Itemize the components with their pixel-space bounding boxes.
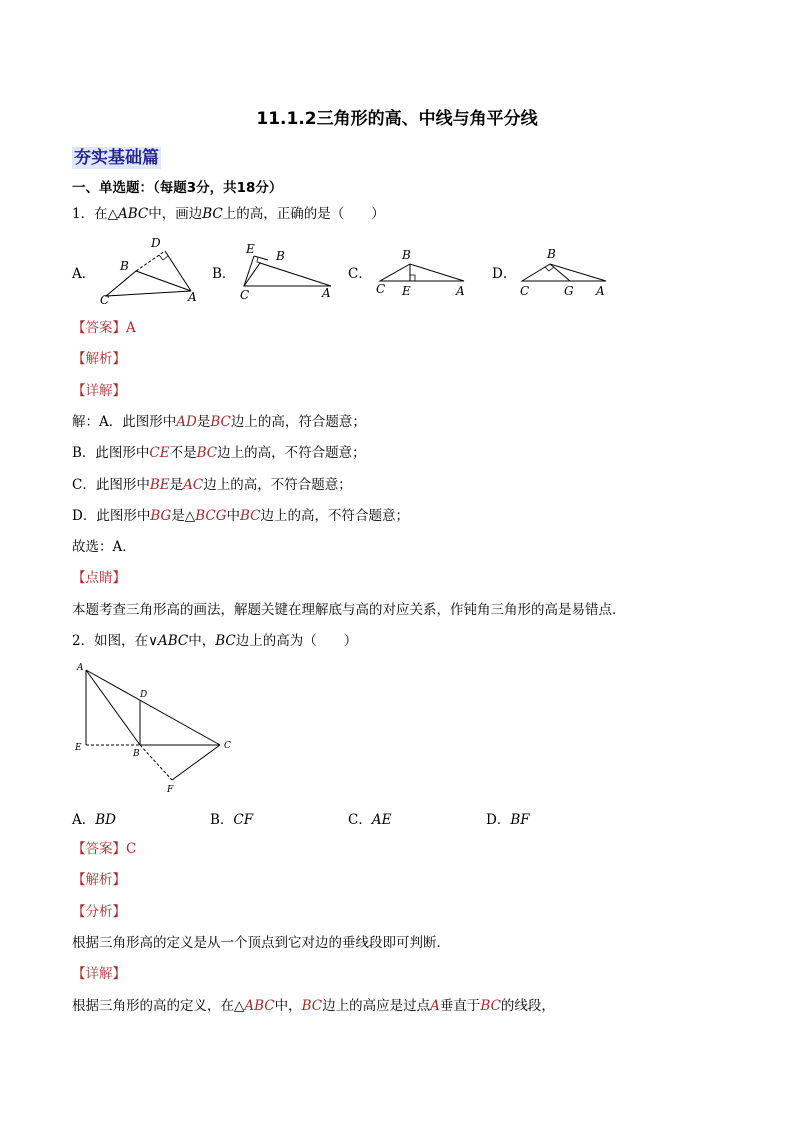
q2-analysis-tag: 【解析】 <box>72 872 126 888</box>
q1-figure-c-label-a: A <box>456 284 465 298</box>
q1-figure-c-triangle <box>380 264 464 281</box>
q1-detail-line-3: C．此图形中BE是AC边上的高，不符合题意； <box>72 477 352 493</box>
q2-answer: 【答案】C <box>72 841 137 857</box>
q2-fenxi: 根据三角形高的定义是从一个顶点到它对边的垂线段即可判断． <box>72 935 450 951</box>
q1-option-d-key: D． <box>492 266 517 282</box>
q1-figure-b-triangle <box>244 263 331 286</box>
q2-figure-label-e: E <box>75 743 82 753</box>
q1-figure-a-triangle <box>106 271 191 296</box>
q2-option-d: D．BF <box>486 812 530 828</box>
q1-figure-b <box>236 236 346 304</box>
q1-detail-line-2: B．此图形中CE不是BC边上的高，不符合题意； <box>72 445 366 461</box>
q1-comment: 本题考查三角形高的画法，解题关键在理解底与高的对应关系，作钝角三角形的高是易错点． <box>72 602 626 618</box>
q1-stem: 1．在△ABC中，画边BC上的高，正确的是（ ） <box>72 206 385 222</box>
q1-figure-c <box>372 244 472 302</box>
q2-stem: 2．如图，在∨ABC中，BC边上的高为（ ） <box>72 633 358 649</box>
q1-figure-d-label-a: A <box>596 284 605 298</box>
q1-detail-tag: 【详解】 <box>72 383 126 399</box>
q1-answer: 【答案】A <box>72 320 136 336</box>
section-title: 夯实基础篇 <box>74 148 159 168</box>
q2-figure-cf <box>172 745 220 780</box>
q1-figure-b-label-e: E <box>246 242 255 256</box>
q1-figure-b-label-a: A <box>322 286 331 300</box>
q1-figure-d-right-angle <box>545 267 554 271</box>
q1-figure-b-eb <box>254 256 268 260</box>
q1-figure-a-label-a: A <box>188 290 197 304</box>
q1-figure-a-label-c: C <box>100 293 110 306</box>
q2-option-b: B．CF <box>210 812 254 828</box>
q1-detail-line-1: 解：A．此图形中AD是BC边上的高，符合题意； <box>72 414 366 430</box>
q1-figure-d-label-b: B <box>547 247 556 261</box>
q1-choose: 故选：A． <box>72 539 136 555</box>
q1-figure-a-right-angle <box>159 255 168 260</box>
q1-figure-d-label-c: C <box>520 284 530 298</box>
q1-figure-a-height <box>165 251 191 291</box>
q2-figure-ac <box>86 670 220 745</box>
q2-figure-bf <box>140 745 172 780</box>
q2-fenxi-tag: 【分析】 <box>72 904 126 920</box>
q1-option-a-key: A． <box>72 266 96 282</box>
q1-figure-b-ce <box>244 256 254 286</box>
q1-figure-b-label-c: C <box>240 288 250 302</box>
q2-figure-label-f: F <box>167 785 174 795</box>
q2-figure-label-b: B <box>133 749 140 759</box>
q1-figure-a-label-b: B <box>120 259 129 273</box>
q2-figure-label-d: D <box>140 690 148 700</box>
page-title: 11.1.2三角形的高、中线与角平分线 <box>256 109 538 129</box>
q1-figure-a-extension <box>136 251 165 271</box>
q2-detail-line: 根据三角形的高的定义，在△ABC中，BC边上的高应是过点A垂直于BC的线段， <box>72 998 555 1014</box>
q1-figure-c-label-b: B <box>402 248 411 262</box>
q1-figure-a <box>96 234 206 306</box>
q2-figure-label-a: A <box>77 663 84 673</box>
q1-option-b-key: B． <box>212 266 236 282</box>
q2-figure-label-c: C <box>224 741 231 751</box>
q2-option-c: C．AE <box>348 812 392 828</box>
q1-figure-c-label-e: E <box>402 284 411 298</box>
q2-figure <box>70 660 240 800</box>
q1-option-c-key: C． <box>348 266 372 282</box>
q1-figure-d-triangle <box>522 264 606 281</box>
q1-figure-c-right-angle <box>410 275 415 281</box>
q2-option-a: A．BD <box>72 812 116 828</box>
q1-analysis-tag: 【解析】 <box>72 351 126 367</box>
q1-figure-d-label-g: G <box>564 284 574 298</box>
q1-figure-b-label-b: B <box>276 249 285 263</box>
q1-figure-a-label-d: D <box>151 236 161 250</box>
q1-comment-tag: 【点睛】 <box>72 570 126 586</box>
q1-detail-line-4: D．此图形中BG是△BCG中BC边上的高，不符合题意； <box>72 508 409 524</box>
part-header: 一、单选题：（每题3分，共18分） <box>72 180 283 196</box>
q2-detail-tag: 【详解】 <box>72 966 126 982</box>
q2-figure-ab <box>86 670 140 745</box>
q1-figure-d <box>514 244 614 302</box>
q1-figure-c-label-c: C <box>376 282 386 296</box>
